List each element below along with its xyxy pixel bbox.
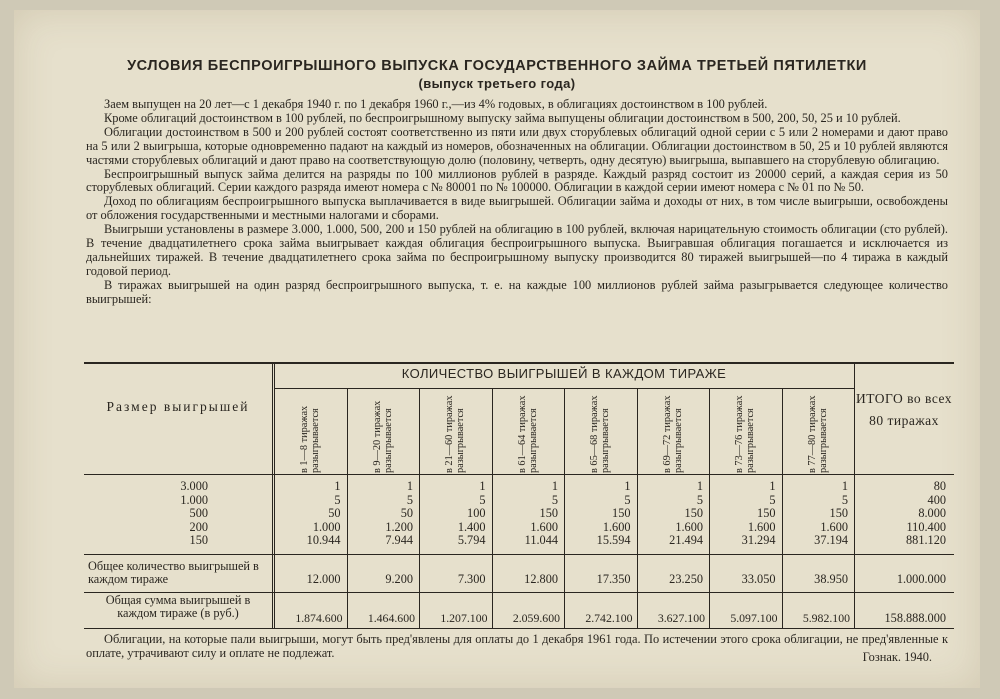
table-cell: 15.594: [596, 533, 631, 547]
table-cell: 150: [684, 506, 703, 520]
draw-range-label: в 69—72 тиражах разыгрывается: [661, 395, 684, 473]
footer-paragraph: Облигации, на которые пали выигрыши, могут быть пред'явлены для оплаты до 1 декабря 1961 года. По истечении этого срока облигации, не пред'явленные к оплате, утрачивают силу и оплате не подлежат.: [86, 632, 948, 660]
draw-range-label: в 1—8 тиражах разыгрывается: [299, 405, 321, 473]
bond-back-sheet: [14, 10, 980, 688]
total-column-header: ИТОГО во всех 80 тиражах: [855, 391, 953, 428]
draw-range-label: в 77—80 тиражах разыгрывается: [806, 395, 829, 473]
table-cell: 1.464.600: [367, 611, 415, 625]
prize-size: 500: [189, 506, 208, 520]
paragraph: Выигрыши установлены в размере 3.000, 1.000, 500, 200 и 150 рублей на облигацию в 100 рублей, включая нарицательную стоимость облигации (сто рублей). В течение двадцатилетнего срока займа выигрывает каждая облигация беспроигрышного выпуска. Выигравшая облигация погашается и исключается из дальнейших тиражей. В течение двадцатилетнего срока займа по беспроигрышному выпуску производится 80 тиражей выигрышей—по 4 тиража в каждый годовой период.: [86, 222, 948, 278]
table-cell: 1.000: [312, 519, 341, 534]
size-column-header: Размер выигрышей: [106, 399, 250, 414]
table-cell: 31.294: [741, 533, 776, 547]
draw-range-header: [274, 388, 346, 474]
table-cell: 1: [841, 479, 848, 493]
draw-range-header: [347, 388, 419, 474]
paragraph: Беспроигрышный выпуск займа делится на разряды по 100 миллионов рублей в разряде. Каждый разряд состоит из 20000 серий, а каждая серия из 50 сторублевых облигаций. Серии каждого разряда имеют номера с № 80001 по № 100000. Облигации в каждой серии имеют номера с № 01 по № 50.: [86, 166, 948, 195]
paragraph: Кроме облигаций достоинством в 100 рублей, по беспроигрышному выпуску займа выпущены облигации достоинством в 500, 200, 50, 25 и 10 рублей.: [104, 110, 901, 125]
table-divider: [84, 474, 954, 475]
table-cell: 9.200: [385, 572, 413, 586]
paragraph: Доход по облигациям беспроигрышного выпуска выплачивается в виде выигрышей. Облигации займа и доходы от них, в том числе выигрыши, освобождены от обложения государственными и местными налогами и сборами.: [86, 194, 948, 223]
table-cell: 5: [624, 492, 631, 507]
prize-size: 1.000: [180, 492, 208, 507]
draw-range-header: [419, 388, 491, 474]
table-cell: 1.600: [530, 519, 558, 534]
table-cell: 1.600: [747, 519, 776, 534]
table-cell: 5: [479, 492, 486, 507]
draw-range-header: [564, 388, 636, 474]
table-cell: 1.600: [602, 519, 631, 534]
table-divider: [272, 364, 273, 629]
table-cell: 12.800: [524, 572, 558, 586]
table-cell: 1: [624, 479, 631, 493]
table-cell: 2.059.600: [512, 611, 560, 625]
row-total: 400: [927, 492, 946, 507]
table-cell: 5.097.100: [730, 611, 778, 625]
table-cell: 33.050: [741, 572, 776, 586]
table-cell: 5: [406, 492, 413, 507]
row-total: 158.888.000: [884, 611, 946, 625]
table-cell: 7.944: [385, 533, 413, 547]
table-cell: 50: [328, 506, 341, 520]
table-cell: 17.350: [596, 572, 631, 586]
table-cell: 1: [551, 479, 558, 493]
document-title: УСЛОВИЯ БЕСПРОИГРЫШНОГО ВЫПУСКА ГОСУДАРСТВЕННОГО ЗАЙМА ТРЕТЬЕЙ ПЯТИЛЕТКИ: [127, 58, 867, 74]
draw-range-header: [637, 388, 709, 474]
table-cell: 150: [612, 506, 631, 520]
table-cell: 7.300: [457, 572, 486, 586]
table-cell: 1.400: [457, 519, 486, 534]
table-cell: 1: [479, 479, 486, 493]
table-divider: [84, 628, 954, 629]
prize-size: 200: [189, 519, 208, 534]
table-cell: 5: [769, 492, 776, 507]
table-cell: 150: [539, 506, 558, 520]
row-total: 110.400: [906, 519, 946, 534]
printer-imprint: Гознак. 1940.: [862, 650, 932, 664]
table-cell: 1.874.600: [295, 611, 343, 625]
table-cell: 5: [696, 492, 703, 507]
table-cell: 150: [757, 506, 776, 520]
draw-range-header: [782, 388, 854, 474]
table-cell: 5: [841, 492, 848, 507]
table-cell: 5.982.100: [802, 611, 850, 625]
table-cell: 1: [334, 479, 341, 493]
table-cell: 5.794: [457, 533, 486, 547]
table-cell: 5: [551, 492, 558, 507]
table-cell: 11.044: [524, 533, 558, 547]
table-divider: [84, 554, 954, 555]
table-cell: 1.600: [675, 519, 703, 534]
paragraph: Облигации достоинством в 500 и 200 рублей состоят соответственно из пяти или двух сторублевых облигаций одной серии с 5 или 2 номерами и дают право на 5 или 2 выигрыша, которые одновременно падают на каждый из номеров, обозначенных на облигации. Облигации достоинством в 50, 25 и 10 рублей являются частями сторублевых облигаций и дают право на соответствующую долю (половину, четверть, одну десятую) выигрыша, выпавшего на сторублевую облигацию.: [86, 124, 948, 167]
row-total: 80: [933, 479, 946, 493]
table-cell: 100: [467, 506, 486, 520]
quantity-group-header: КОЛИЧЕСТВО ВЫИГРЫШЕЙ В КАЖДОМ ТИРАЖЕ: [401, 366, 727, 381]
count-row-label: Общее количество выигрышей в каждом тираже: [88, 559, 259, 586]
draw-range-header: [492, 388, 564, 474]
table-cell: 38.950: [814, 572, 848, 586]
sum-row-label: Общая сумма выигрышей в каждом тираже (в руб.): [105, 593, 251, 620]
row-total: 1.000.000: [896, 572, 946, 586]
paragraph: В тиражах выигрышей на один разряд беспроигрышного выпуска, т. е. на каждые 100 миллионов рублей займа разыгрывается следующее количество выигрышей:: [86, 277, 948, 306]
row-total: 881.120: [906, 533, 946, 547]
table-cell: 1: [769, 479, 776, 493]
prize-size: 3.000: [180, 479, 208, 493]
table-cell: 21.494: [669, 533, 703, 547]
table-cell: 150: [829, 506, 848, 520]
table-cell: 12.000: [306, 572, 341, 586]
table-cell: 1: [406, 479, 413, 493]
conditions-text: [86, 98, 948, 307]
draw-range-label: в 73—76 тиражах разыгрывается: [734, 395, 756, 473]
table-cell: 2.742.100: [585, 611, 633, 625]
table-cell: 1.600: [820, 519, 848, 534]
draw-range-label: в 21—60 тиражах разыгрывается: [444, 395, 466, 473]
table-cell: 1: [696, 479, 703, 493]
prize-size: 150: [189, 533, 208, 547]
table-cell: 1.200: [385, 519, 413, 534]
table-cell: 10.944: [306, 533, 341, 547]
draw-range-label: в 65—68 тиражах разыгрывается: [589, 395, 611, 473]
draw-range-header: [709, 388, 781, 474]
document-subtitle: (выпуск третьего года): [418, 76, 576, 91]
draw-range-label: в 61—64 тиражах разыгрывается: [516, 395, 539, 473]
row-total: 8.000: [918, 506, 946, 520]
table-cell: 37.194: [814, 533, 848, 547]
winnings-table: [84, 362, 954, 629]
table-cell: 3.627.100: [657, 611, 705, 625]
table-cell: 23.250: [669, 572, 703, 586]
paragraph: Заем выпущен на 20 лет—с 1 декабря 1940 г. по 1 декабря 1960 г.,—из 4% годовых, в облигациях достоинством в 100 рублей.: [104, 97, 768, 111]
table-cell: 5: [334, 492, 341, 507]
table-cell: 1.207.100: [440, 611, 488, 625]
draw-range-label: в 9—20 тиражах разыгрывается: [371, 400, 394, 473]
redemption-note: [86, 632, 948, 660]
table-cell: 50: [400, 506, 413, 520]
